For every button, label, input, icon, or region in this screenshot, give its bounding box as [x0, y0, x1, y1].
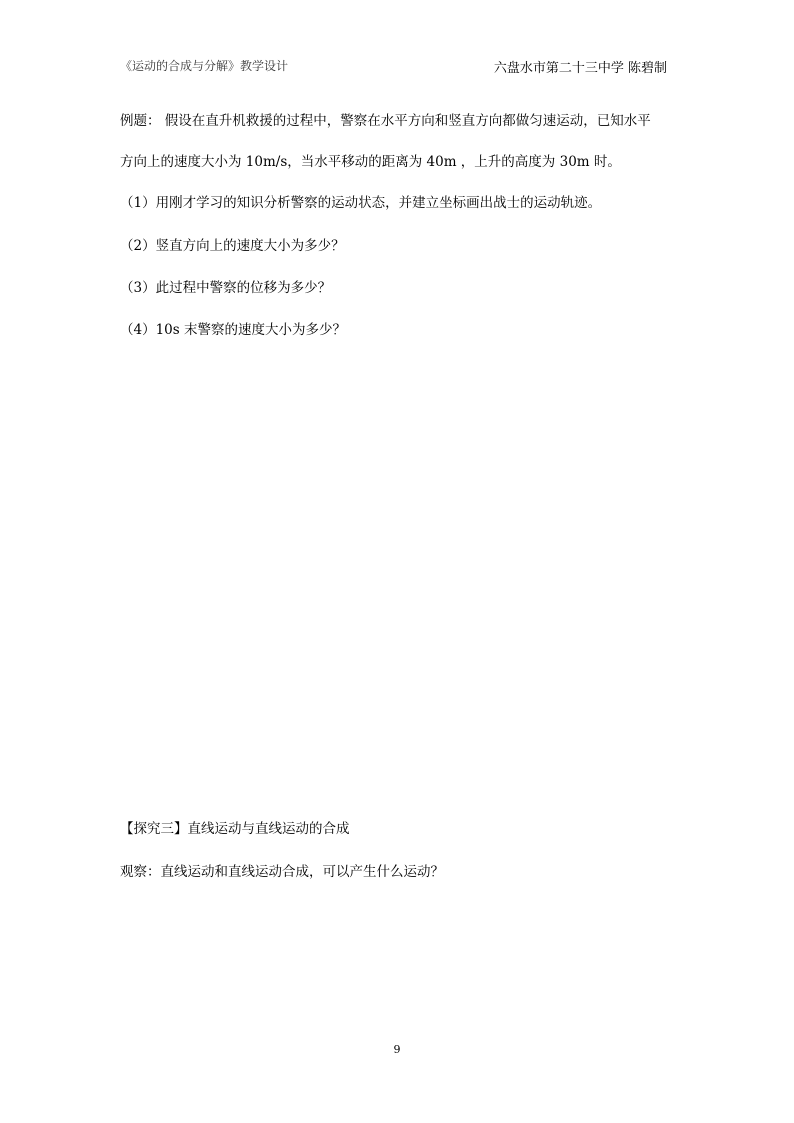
- example-text-line-2: 方向上的速度大小为 10m/s，当水平移动的距离为 40m ，上升的高度为 30m 时。: [120, 154, 621, 170]
- document-title: 《运动的合成与分解》教学设计: [120, 59, 289, 73]
- example-text-line-1: 例题： 假设在直升机救援的过程中，警察在水平方向和竖直方向都做匀速运动，已知水平: [120, 113, 651, 129]
- question-2: （2）竖直方向上的速度大小为多少？: [120, 238, 345, 254]
- page-number: 9: [393, 1043, 401, 1056]
- observe-prompt: 观察：直线运动和直线运动合成，可以产生什么运动？: [120, 864, 444, 880]
- question-4: （4）10s 末警察的速度大小为多少？: [120, 322, 346, 338]
- question-1: （1）用刚才学习的知识分析警察的运动状态，并建立坐标画出战士的运动轨迹。: [120, 195, 602, 211]
- author-info: 六盘水市第二十三中学 陈碧制: [493, 61, 667, 76]
- question-3: （3）此过程中警察的位移为多少？: [120, 280, 332, 296]
- section-heading: 【探究三】直线运动与直线运动的合成: [120, 821, 350, 837]
